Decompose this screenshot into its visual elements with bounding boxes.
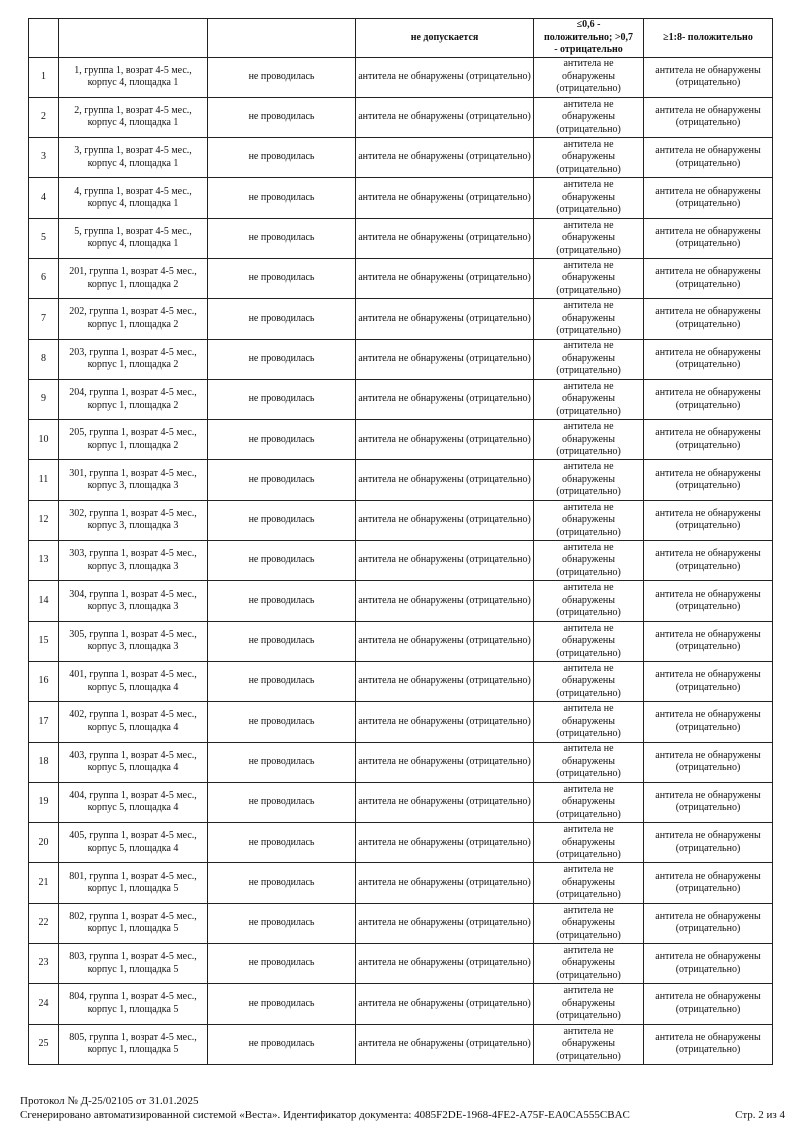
test-col6: антитела не обнаружены (отрицательно) xyxy=(644,984,773,1024)
table-row xyxy=(29,742,773,782)
test-col6: антитела не обнаружены (отрицательно) xyxy=(644,339,773,379)
table-row xyxy=(29,1024,773,1064)
test-col4: антитела не обнаружены (отрицательно) xyxy=(356,541,534,581)
row-number: 3 xyxy=(29,138,59,178)
test-col4: антитела не обнаружены (отрицательно) xyxy=(356,823,534,863)
test-col3: не проводилась xyxy=(208,541,356,581)
test-col6: антитела не обнаружены (отрицательно) xyxy=(644,460,773,500)
test-col6: антитела не обнаружены (отрицательно) xyxy=(644,420,773,460)
test-col4: антитела не обнаружены (отрицательно) xyxy=(356,1024,534,1064)
row-number: 20 xyxy=(29,823,59,863)
sample-name: 301, группа 1, возрат 4-5 мес., корпус 3, площадка 3 xyxy=(59,460,208,500)
test-col6: антитела не обнаружены (отрицательно) xyxy=(644,258,773,298)
table-row xyxy=(29,702,773,742)
sample-name: 803, группа 1, возрат 4-5 мес., корпус 1, площадка 5 xyxy=(59,944,208,984)
table-row xyxy=(29,258,773,298)
test-col3: не проводилась xyxy=(208,299,356,339)
test-col5: антитела не обнаружены (отрицательно) xyxy=(534,944,644,984)
row-number: 10 xyxy=(29,420,59,460)
test-col3: не проводилась xyxy=(208,1024,356,1064)
page-footer xyxy=(20,1094,785,1122)
sample-name: 805, группа 1, возрат 4-5 мес., корпус 1, площадка 5 xyxy=(59,1024,208,1064)
sample-name: 804, группа 1, возрат 4-5 мес., корпус 1, площадка 5 xyxy=(59,984,208,1024)
row-number: 16 xyxy=(29,661,59,701)
row-number: 19 xyxy=(29,782,59,822)
test-col6: антитела не обнаружены (отрицательно) xyxy=(644,581,773,621)
row-number: 2 xyxy=(29,97,59,137)
test-col6: антитела не обнаружены (отрицательно) xyxy=(644,863,773,903)
table-row xyxy=(29,621,773,661)
table-row xyxy=(29,500,773,540)
test-col5: антитела не обнаружены (отрицательно) xyxy=(534,138,644,178)
test-col6: антитела не обнаружены (отрицательно) xyxy=(644,218,773,258)
test-col6: антитела не обнаружены (отрицательно) xyxy=(644,1024,773,1064)
test-col5: антитела не обнаружены (отрицательно) xyxy=(534,1024,644,1064)
test-col3: не проводилась xyxy=(208,903,356,943)
test-col4: антитела не обнаружены (отрицательно) xyxy=(356,339,534,379)
test-col3: не проводилась xyxy=(208,97,356,137)
row-number: 5 xyxy=(29,218,59,258)
test-col5: антитела не обнаружены (отрицательно) xyxy=(534,863,644,903)
sample-name: 404, группа 1, возрат 4-5 мес., корпус 5, площадка 4 xyxy=(59,782,208,822)
test-col4: антитела не обнаружены (отрицательно) xyxy=(356,702,534,742)
row-number: 7 xyxy=(29,299,59,339)
table-row xyxy=(29,984,773,1024)
test-col5: антитела не обнаружены (отрицательно) xyxy=(534,258,644,298)
test-col3: не проводилась xyxy=(208,57,356,97)
table-row xyxy=(29,218,773,258)
test-col5: антитела не обнаружены (отрицательно) xyxy=(534,661,644,701)
test-col3: не проводилась xyxy=(208,500,356,540)
row-number: 15 xyxy=(29,621,59,661)
test-col4: антитела не обнаружены (отрицательно) xyxy=(356,299,534,339)
sample-name: 1, группа 1, возрат 4-5 мес., корпус 4, площадка 1 xyxy=(59,57,208,97)
test-col4: антитела не обнаружены (отрицательно) xyxy=(356,863,534,903)
test-col3: не проводилась xyxy=(208,420,356,460)
sample-name: 4, группа 1, возрат 4-5 мес., корпус 4, площадка 1 xyxy=(59,178,208,218)
test-col4: антитела не обнаружены (отрицательно) xyxy=(356,782,534,822)
test-col5: антитела не обнаружены (отрицательно) xyxy=(534,621,644,661)
table-row xyxy=(29,460,773,500)
table-row xyxy=(29,903,773,943)
table-row xyxy=(29,823,773,863)
table-row xyxy=(29,379,773,419)
test-col6: антитела не обнаружены (отрицательно) xyxy=(644,97,773,137)
test-col3: не проводилась xyxy=(208,460,356,500)
row-number: 14 xyxy=(29,581,59,621)
header-cell-col4: не допускается xyxy=(356,19,534,58)
test-col3: не проводилась xyxy=(208,581,356,621)
table-row xyxy=(29,782,773,822)
test-col3: не проводилась xyxy=(208,944,356,984)
test-col4: антитела не обнаружены (отрицательно) xyxy=(356,178,534,218)
sample-name: 401, группа 1, возрат 4-5 мес., корпус 5, площадка 4 xyxy=(59,661,208,701)
test-col5: антитела не обнаружены (отрицательно) xyxy=(534,339,644,379)
test-col6: антитела не обнаружены (отрицательно) xyxy=(644,782,773,822)
test-col6: антитела не обнаружены (отрицательно) xyxy=(644,178,773,218)
test-col4: антитела не обнаружены (отрицательно) xyxy=(356,742,534,782)
test-col3: не проводилась xyxy=(208,661,356,701)
header-cell-col6: ≥1:8- положительно xyxy=(644,19,773,58)
generated-note: Сгенерировано автоматизированной системой «Веста». Идентификатор документа: 4085F2DE-1968-4FE2-A75F-EA0CA555CBAC xyxy=(20,1109,630,1121)
test-col4: антитела не обнаружены (отрицательно) xyxy=(356,984,534,1024)
test-col5: антитела не обнаружены (отрицательно) xyxy=(534,581,644,621)
test-col3: не проводилась xyxy=(208,621,356,661)
sample-name: 403, группа 1, возрат 4-5 мес., корпус 5, площадка 4 xyxy=(59,742,208,782)
test-col4: антитела не обнаружены (отрицательно) xyxy=(356,661,534,701)
test-col4: антитела не обнаружены (отрицательно) xyxy=(356,581,534,621)
header-cell-col5: ≤0,6 - положительно; >0,7 - отрицательно xyxy=(534,19,644,58)
sample-name: 204, группа 1, возрат 4-5 мес., корпус 1, площадка 2 xyxy=(59,379,208,419)
row-number: 4 xyxy=(29,178,59,218)
test-col3: не проводилась xyxy=(208,339,356,379)
test-col5: антитела не обнаружены (отрицательно) xyxy=(534,57,644,97)
table-row xyxy=(29,339,773,379)
test-col5: антитела не обнаружены (отрицательно) xyxy=(534,500,644,540)
sample-name: 305, группа 1, возрат 4-5 мес., корпус 3, площадка 3 xyxy=(59,621,208,661)
test-col4: антитела не обнаружены (отрицательно) xyxy=(356,420,534,460)
test-col6: антитела не обнаружены (отрицательно) xyxy=(644,661,773,701)
sample-name: 304, группа 1, возрат 4-5 мес., корпус 3, площадка 3 xyxy=(59,581,208,621)
header-cell-number xyxy=(29,19,59,58)
test-col6: антитела не обнаружены (отрицательно) xyxy=(644,379,773,419)
row-number: 22 xyxy=(29,903,59,943)
test-col3: не проводилась xyxy=(208,863,356,903)
table-row xyxy=(29,178,773,218)
test-col4: антитела не обнаружены (отрицательно) xyxy=(356,218,534,258)
table-row xyxy=(29,541,773,581)
header-cell-sample xyxy=(59,19,208,58)
sample-name: 802, группа 1, возрат 4-5 мес., корпус 1, площадка 5 xyxy=(59,903,208,943)
table-row xyxy=(29,661,773,701)
test-col5: антитела не обнаружены (отрицательно) xyxy=(534,218,644,258)
test-col6: антитела не обнаружены (отрицательно) xyxy=(644,702,773,742)
test-col5: антитела не обнаружены (отрицательно) xyxy=(534,379,644,419)
test-col4: антитела не обнаружены (отрицательно) xyxy=(356,138,534,178)
table-row xyxy=(29,944,773,984)
table-row xyxy=(29,138,773,178)
row-number: 1 xyxy=(29,57,59,97)
test-col6: антитела не обнаружены (отрицательно) xyxy=(644,621,773,661)
row-number: 9 xyxy=(29,379,59,419)
test-col3: не проводилась xyxy=(208,984,356,1024)
test-col5: антитела не обнаружены (отрицательно) xyxy=(534,178,644,218)
test-col4: антитела не обнаружены (отрицательно) xyxy=(356,258,534,298)
test-col6: антитела не обнаружены (отрицательно) xyxy=(644,57,773,97)
sample-name: 405, группа 1, возрат 4-5 мес., корпус 5, площадка 4 xyxy=(59,823,208,863)
page-number: Стр. 2 из 4 xyxy=(735,1109,785,1121)
test-col5: антитела не обнаружены (отрицательно) xyxy=(534,823,644,863)
row-number: 12 xyxy=(29,500,59,540)
test-col4: антитела не обнаружены (отрицательно) xyxy=(356,57,534,97)
sample-name: 205, группа 1, возрат 4-5 мес., корпус 1, площадка 2 xyxy=(59,420,208,460)
sample-name: 201, группа 1, возрат 4-5 мес., корпус 1, площадка 2 xyxy=(59,258,208,298)
row-number: 17 xyxy=(29,702,59,742)
test-col5: антитела не обнаружены (отрицательно) xyxy=(534,460,644,500)
sample-name: 801, группа 1, возрат 4-5 мес., корпус 1, площадка 5 xyxy=(59,863,208,903)
row-number: 23 xyxy=(29,944,59,984)
test-col5: антитела не обнаружены (отрицательно) xyxy=(534,299,644,339)
test-col6: антитела не обнаружены (отрицательно) xyxy=(644,823,773,863)
test-col3: не проводилась xyxy=(208,702,356,742)
row-number: 18 xyxy=(29,742,59,782)
test-col6: антитела не обнаружены (отрицательно) xyxy=(644,299,773,339)
row-number: 11 xyxy=(29,460,59,500)
test-col3: не проводилась xyxy=(208,782,356,822)
test-col4: антитела не обнаружены (отрицательно) xyxy=(356,944,534,984)
test-col4: антитела не обнаружены (отрицательно) xyxy=(356,621,534,661)
test-col6: антитела не обнаружены (отрицательно) xyxy=(644,903,773,943)
sample-name: 202, группа 1, возрат 4-5 мес., корпус 1, площадка 2 xyxy=(59,299,208,339)
row-number: 21 xyxy=(29,863,59,903)
row-number: 25 xyxy=(29,1024,59,1064)
sample-name: 302, группа 1, возрат 4-5 мес., корпус 3, площадка 3 xyxy=(59,500,208,540)
test-col6: антитела не обнаружены (отрицательно) xyxy=(644,541,773,581)
sample-name: 5, группа 1, возрат 4-5 мес., корпус 4, площадка 1 xyxy=(59,218,208,258)
header-cell-col3 xyxy=(208,19,356,58)
sample-name: 303, группа 1, возрат 4-5 мес., корпус 3, площадка 3 xyxy=(59,541,208,581)
table-row xyxy=(29,863,773,903)
table-row xyxy=(29,299,773,339)
sample-name: 3, группа 1, возрат 4-5 мес., корпус 4, площадка 1 xyxy=(59,138,208,178)
results-table xyxy=(28,18,773,1065)
test-col3: не проводилась xyxy=(208,823,356,863)
test-col5: антитела не обнаружены (отрицательно) xyxy=(534,984,644,1024)
test-col4: антитела не обнаружены (отрицательно) xyxy=(356,97,534,137)
test-col5: антитела не обнаружены (отрицательно) xyxy=(534,782,644,822)
test-col6: антитела не обнаружены (отрицательно) xyxy=(644,500,773,540)
test-col3: не проводилась xyxy=(208,218,356,258)
test-col6: антитела не обнаружены (отрицательно) xyxy=(644,742,773,782)
protocol-number: Протокол № Д-25/02105 от 31.01.2025 xyxy=(20,1095,199,1107)
test-col3: не проводилась xyxy=(208,258,356,298)
test-col3: не проводилась xyxy=(208,742,356,782)
header-row xyxy=(29,19,773,58)
row-number: 13 xyxy=(29,541,59,581)
table-row xyxy=(29,97,773,137)
table-row xyxy=(29,581,773,621)
test-col3: не проводилась xyxy=(208,138,356,178)
sample-name: 2, группа 1, возрат 4-5 мес., корпус 4, площадка 1 xyxy=(59,97,208,137)
table-row xyxy=(29,57,773,97)
test-col3: не проводилась xyxy=(208,379,356,419)
row-number: 8 xyxy=(29,339,59,379)
test-col6: антитела не обнаружены (отрицательно) xyxy=(644,138,773,178)
table-row xyxy=(29,420,773,460)
row-number: 6 xyxy=(29,258,59,298)
test-col5: антитела не обнаружены (отрицательно) xyxy=(534,420,644,460)
test-col4: антитела не обнаружены (отрицательно) xyxy=(356,379,534,419)
test-col6: антитела не обнаружены (отрицательно) xyxy=(644,944,773,984)
test-col5: антитела не обнаружены (отрицательно) xyxy=(534,702,644,742)
test-col5: антитела не обнаружены (отрицательно) xyxy=(534,97,644,137)
test-col5: антитела не обнаружены (отрицательно) xyxy=(534,903,644,943)
test-col3: не проводилась xyxy=(208,178,356,218)
test-col5: антитела не обнаружены (отрицательно) xyxy=(534,541,644,581)
row-number: 24 xyxy=(29,984,59,1024)
test-col4: антитела не обнаружены (отрицательно) xyxy=(356,903,534,943)
test-col4: антитела не обнаружены (отрицательно) xyxy=(356,460,534,500)
test-col4: антитела не обнаружены (отрицательно) xyxy=(356,500,534,540)
sample-name: 402, группа 1, возрат 4-5 мес., корпус 5, площадка 4 xyxy=(59,702,208,742)
sample-name: 203, группа 1, возрат 4-5 мес., корпус 1, площадка 2 xyxy=(59,339,208,379)
test-col5: антитела не обнаружены (отрицательно) xyxy=(534,742,644,782)
